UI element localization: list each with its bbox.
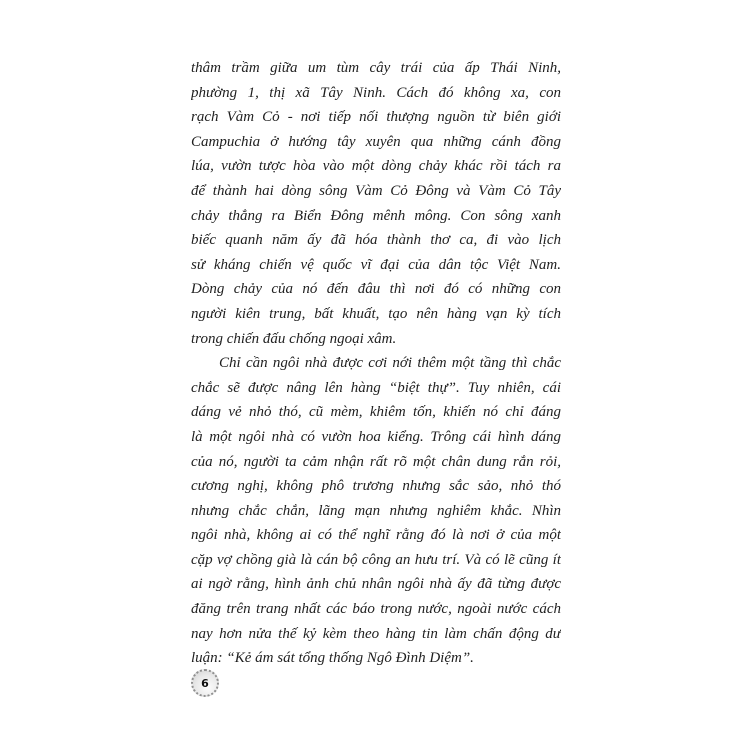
text-line: chảy thẳng ra Biển Đông mênh mông. Con sông xanh [191,207,561,224]
text-line: chắc sẽ được nâng lên hàng “biệt thự”. Tuy nhiên, cái [191,379,561,396]
text-line: nhưng chắc chắn, lãng mạn nhưng nghiêm khắc. Nhìn [191,502,561,519]
text-line: ai ngờ rằng, hình ảnh chủ nhân ngôi nhà ấy đã từng được [191,576,561,593]
text-line: là một ngôi nhà có vườn hoa kiểng. Trông cái hình dáng [191,428,561,445]
text-line: Dòng chảy của nó đến đâu thì nơi đó có những con [191,281,561,298]
text-line: đăng trên trang nhất các báo trong nước, ngoài nước cách [191,601,561,618]
text-line: phường 1, thị xã Tây Ninh. Cách đó không xa, con [191,84,561,101]
text-line: Chỉ cần ngôi nhà được cơi nới thêm một tầng thì chắc [219,355,561,372]
text-line: của nó, người ta cảm nhận rất rõ một chân dung rắn rỏi, [191,453,561,470]
text-block [191,56,561,671]
text-line: ngôi nhà, không ai có thể nghĩ rằng đó là nơi ở của một [191,527,561,544]
text-line: nay hơn nửa thế kỷ kèm theo hàng tin làm chấn động dư [191,625,561,642]
text-line: sử kháng chiến vệ quốc vĩ đại của dân tộc Việt Nam. [191,256,561,273]
text-line: Campuchia ở hướng tây xuyên qua những cánh đồng [191,133,561,150]
text-line: người kiên trung, bất khuất, tạo nên hàng vạn kỳ tích [191,305,561,322]
text-line: trong chiến đấu chống ngoại xâm. [191,330,397,347]
text-line: dáng vẻ nhỏ thó, cũ mèm, khiêm tốn, khiến nó chỉ đáng [191,404,561,421]
text-line: rạch Vàm Cỏ - nơi tiếp nối thượng nguồn từ biên giới [191,109,561,126]
text-line: thâm trầm giữa um tùm cây trái của ấp Thái Ninh, [191,60,561,76]
text-line: luận: “Kẻ ám sát tổng thống Ngô Đình Diệm”. [191,650,474,667]
text-line: cương nghị, không phô trương nhưng sắc sảo, nhỏ thó [191,478,561,495]
text-line: lúa, vườn tược hòa vào một dòng chảy khác rồi tách ra [191,158,561,175]
text-line: biếc quanh năm ấy đã hóa thành thơ ca, đi vào lịch [191,232,561,249]
text-line: cặp vợ chồng già là cán bộ công an hưu trí. Và có lẽ cũng ít [191,551,561,568]
page-number-badge [191,669,219,697]
page-number: 6 [201,676,209,690]
text-line: để thành hai dòng sông Vàm Cỏ Đông và Vàm Cỏ Tây [191,182,561,199]
